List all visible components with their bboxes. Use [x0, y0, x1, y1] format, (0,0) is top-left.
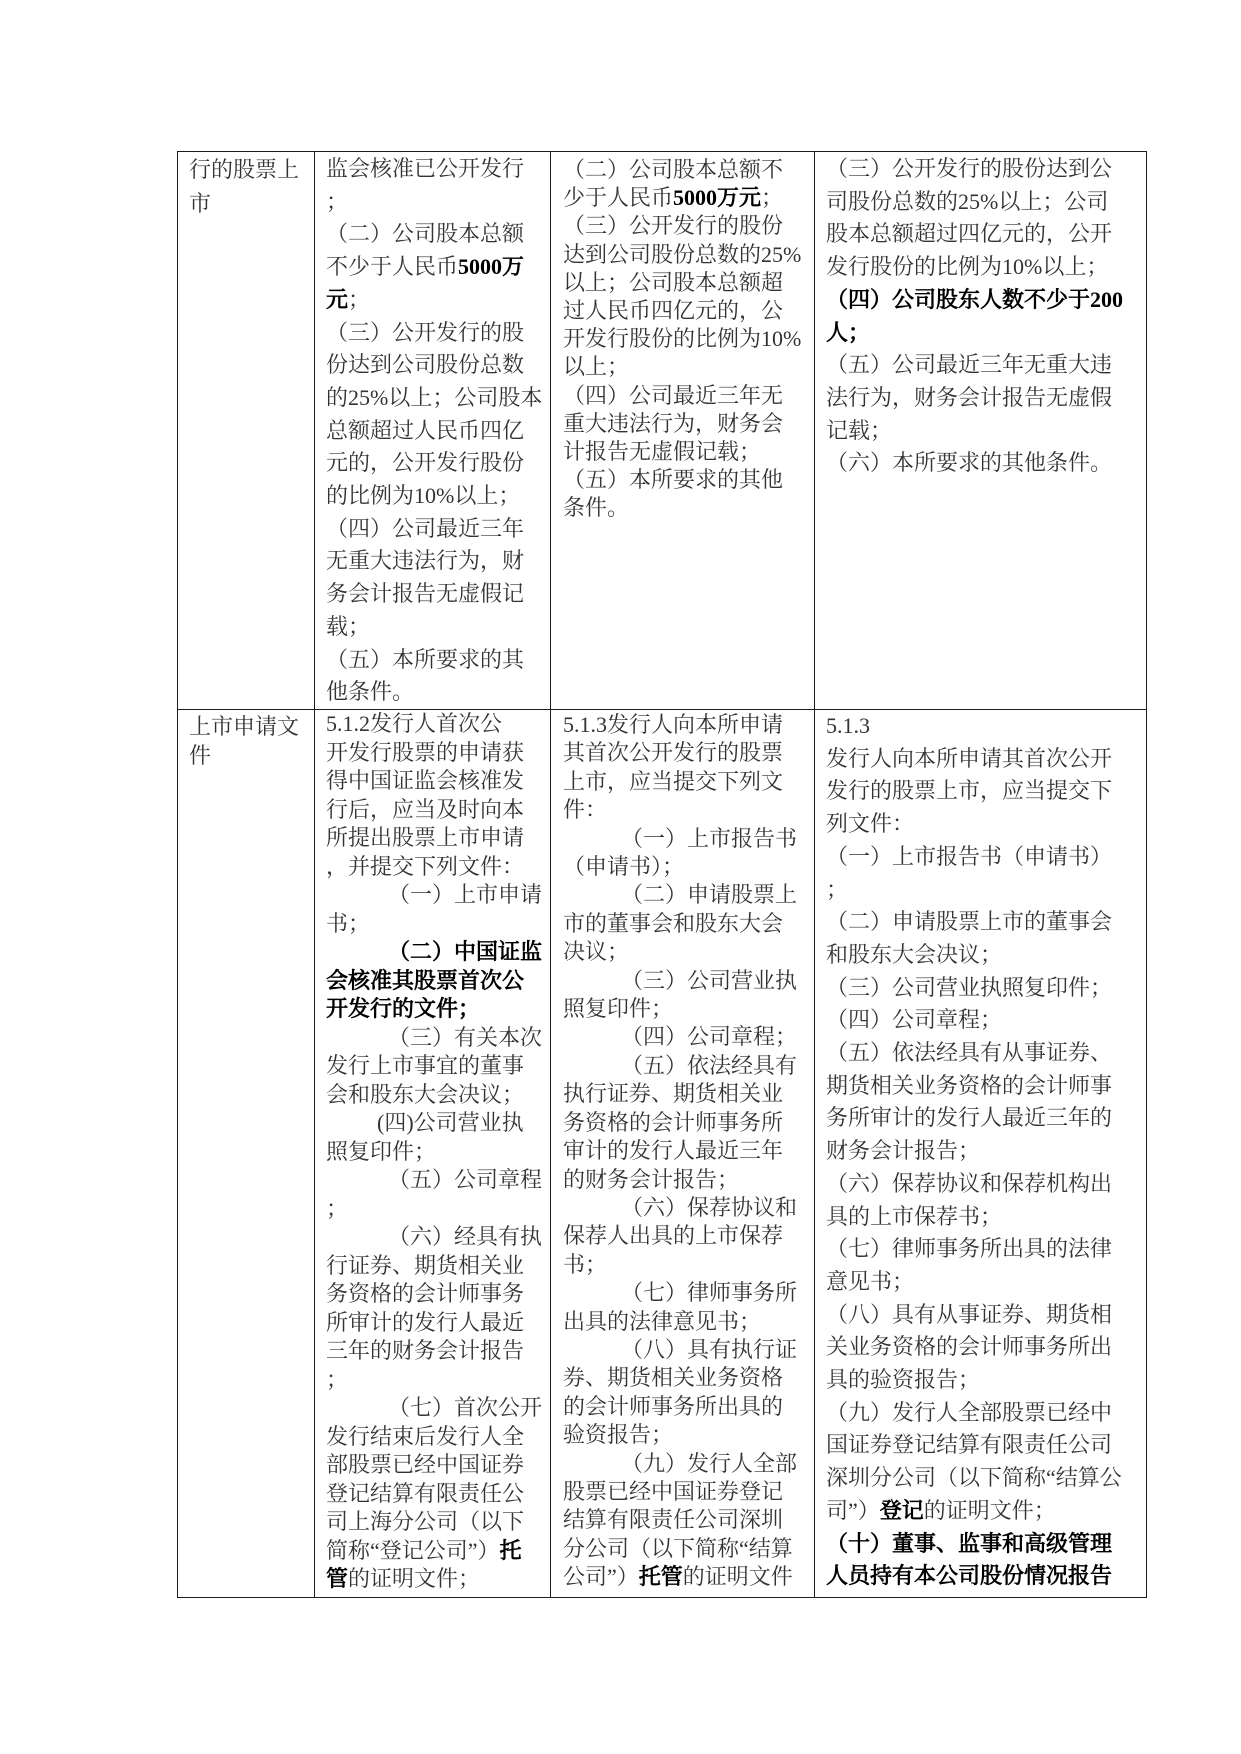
text-line: 5.1.2发行人首次公 [326, 711, 503, 736]
text-line [326, 284, 550, 317]
text-line: 行后，应当及时向本 [326, 796, 525, 822]
comparison-table [177, 151, 1147, 1598]
text-line [826, 1495, 1146, 1528]
text-line: 件： [563, 797, 608, 823]
text-segment: 的证明文件； [923, 1497, 1056, 1523]
text-line: 份达到公司股份总数 [326, 352, 525, 378]
text-line: 具的验资报告； [826, 1367, 981, 1393]
table-cell-rule-text [314, 151, 550, 709]
table-cell-category [177, 709, 314, 1597]
text-line: ； [326, 188, 349, 214]
text-line: 分公司（以下简称“结算 [563, 1535, 793, 1561]
text-line: （七）律师事务所 [621, 1280, 798, 1306]
text-line: （八）具有执行证 [621, 1336, 798, 1362]
text-line: 的财务会计报告； [563, 1166, 740, 1192]
text-line: 深圳分公司（以下简称“结算公 [826, 1465, 1122, 1491]
text-line: 其首次公开发行的股票 [563, 740, 784, 766]
bold-text: （二）中国证监 [388, 939, 543, 964]
bold-text: （四）公司股东人数不少于200 [826, 286, 1124, 312]
text-line: 照复印件； [326, 1138, 437, 1164]
text-segment: 少于人民币 [563, 185, 674, 211]
text-line: 件 [189, 743, 212, 769]
text-line [563, 184, 814, 212]
table-cell-rule-text [814, 709, 1146, 1597]
text-line: 发行人向本所申请其首次公开 [826, 745, 1113, 771]
text-line: （九）发行人全部股票已经中 [826, 1399, 1113, 1425]
text-line [826, 317, 1146, 350]
text-line: 国证券登记结算有限责任公司 [826, 1432, 1113, 1458]
text-line [326, 1537, 550, 1566]
text-line: （七）律师事务所出具的法律 [826, 1236, 1113, 1262]
text-line: 具的上市保荐书； [826, 1203, 1003, 1229]
bold-text: 托 [499, 1537, 522, 1563]
text-line: 法行为，财务会计报告无虚假 [826, 384, 1113, 410]
text-line: 的25%以上；公司股本 [326, 384, 543, 410]
text-line [826, 1528, 1146, 1561]
text-line: 部股票已经中国证券 [326, 1452, 525, 1477]
text-line: 的会计师事务所出具的 [563, 1393, 784, 1419]
text-line: 的比例为10%以上； [326, 483, 521, 509]
text-line: 司上海分公司（以下 [326, 1509, 525, 1534]
bold-text: 开发行的文件； [326, 996, 481, 1021]
text-line: 行证券、期货相关业 [326, 1252, 525, 1278]
text-line: 书； [563, 1251, 608, 1277]
text-line: 过人民币四亿元的，公 [563, 298, 784, 324]
bold-text: 人； [826, 319, 871, 345]
text-line: （四）公司章程； [621, 1024, 798, 1050]
text-line: （四）公司最近三年无 [563, 382, 784, 408]
text-line: 上市申请文 [189, 714, 300, 739]
text-line: 务资格的会计师事务所 [563, 1109, 784, 1135]
text-line: （六）保荐协议和保荐机构出 [826, 1170, 1113, 1196]
text-line: 所提出股票上市申请 [326, 825, 525, 850]
text-line: 登记结算有限责任公 [326, 1480, 525, 1506]
text-segment: 公司”） [563, 1564, 639, 1590]
bold-text: 5000万元 [673, 185, 762, 211]
text-line: 书； [326, 910, 371, 936]
text-line: 会和股东大会决议； [326, 1081, 525, 1107]
bold-text: 会核准其股票首次公 [326, 967, 525, 993]
text-segment: 不少于人民币 [326, 254, 459, 280]
text-line: 司股份总数的25%以上；公司 [826, 188, 1109, 214]
text-line: 5.1.3发行人向本所申请 [563, 712, 784, 737]
text-line: 期货相关业务资格的会计师事 [826, 1072, 1113, 1098]
text-segment: ； [348, 286, 371, 312]
text-line: （一）上市申请 [388, 882, 543, 907]
table-cell-rule-text [550, 709, 814, 1597]
text-line: 总额超过人民币四亿 [326, 417, 525, 443]
text-line [826, 1560, 1146, 1593]
text-line: （二）申请股票上市的董事会 [826, 909, 1113, 935]
text-line [326, 995, 550, 1024]
bold-text: 人员持有本公司股份情况报告 [826, 1563, 1113, 1589]
text-line: （六）本所要求的其他条件。 [826, 450, 1113, 476]
text-line: 以上； [563, 354, 630, 380]
text-line: 得中国证监会核准发 [326, 768, 525, 793]
text-line: 结算有限责任公司深圳 [563, 1507, 784, 1533]
text-line: （六）保荐协议和 [621, 1194, 798, 1220]
text-line: 发行股份的比例为10%以上； [826, 254, 1109, 280]
text-line: （九）发行人全部 [621, 1450, 798, 1476]
text-line: 载； [326, 613, 371, 639]
text-line: （五）本所要求的其他 [563, 467, 784, 493]
text-line: ，并提交下列文件： [326, 853, 525, 879]
text-line [826, 284, 1146, 317]
text-line: 照复印件； [563, 996, 674, 1022]
text-line: 开发行股票的申请获 [326, 739, 525, 765]
text-line: 市 [189, 191, 212, 216]
text-line: (四)公司营业执 [377, 1110, 524, 1135]
text-line: 元的，公开发行股份 [326, 450, 525, 476]
table-cell-rule-text [814, 151, 1146, 709]
text-line: 重大违法行为，财务会 [563, 410, 784, 436]
text-line: 出具的法律意见书； [563, 1308, 762, 1334]
text-segment: 的证明文件； [348, 1566, 481, 1591]
text-line: （一）上市报告书 [621, 825, 798, 851]
bold-text: 托管 [638, 1564, 683, 1590]
text-line: 所审计的发行人最近 [326, 1309, 525, 1335]
text-line: 股票已经中国证券登记 [563, 1478, 784, 1504]
text-segment: 的证明文件 [682, 1564, 793, 1590]
bold-text: 管 [326, 1566, 349, 1591]
text-line: （六）经具有执 [388, 1224, 543, 1249]
text-line: 5.1.3 [826, 713, 870, 738]
text-line: 记载； [826, 417, 893, 443]
text-line: （一）上市报告书（申请书） [826, 843, 1113, 869]
text-line: 条件。 [563, 495, 630, 521]
text-line: 意见书； [826, 1268, 915, 1294]
text-line: （四）公司最近三年 [326, 515, 525, 541]
text-line: 以上；公司股本总额超 [563, 269, 784, 295]
text-line: （三）公司营业执照复印件； [826, 974, 1113, 1000]
text-line: 财务会计报告； [826, 1138, 981, 1164]
text-line: 务资格的会计师事务 [326, 1281, 525, 1306]
table-cell-rule-text [550, 151, 814, 709]
text-line: 发行的股票上市，应当提交下 [826, 778, 1113, 804]
text-line: （五）公司章程 [388, 1167, 543, 1192]
text-line: ； [326, 1195, 349, 1221]
text-line: 股本总额超过四亿元的，公开 [826, 221, 1113, 247]
text-line: ； [826, 876, 849, 902]
text-line: 决议； [563, 939, 630, 965]
text-line [326, 967, 550, 996]
text-line: （二）公司股本总额 [326, 221, 525, 247]
text-line: （三）公开发行的股份达到公 [826, 156, 1113, 181]
text-line: 保荐人出具的上市保荐 [563, 1223, 784, 1249]
text-line: （三）有关本次 [388, 1024, 543, 1050]
text-line: 务会计报告无虚假记 [326, 581, 525, 607]
text-line: 三年的财务会计报告 [326, 1338, 525, 1363]
text-line: 券、期货相关业务资格 [563, 1365, 784, 1391]
text-line [563, 1563, 814, 1591]
text-line: （申请书）； [563, 854, 685, 880]
text-line: 列文件： [826, 811, 915, 837]
text-segment: 司”） [826, 1497, 880, 1523]
text-line: 上市，应当提交下列文 [563, 768, 784, 794]
text-line: （三）公开发行的股 [326, 319, 525, 345]
text-line: 行的股票上 [189, 157, 300, 182]
text-line: （五）本所要求的其 [326, 646, 525, 672]
text-line: 开发行股份的比例为10% [563, 326, 802, 352]
text-line: 发行结束后发行人全 [326, 1423, 525, 1449]
table-cell-rule-text [314, 709, 550, 1597]
bold-text: 5000万 [458, 254, 525, 280]
text-line: （五）公司最近三年无重大违 [826, 352, 1113, 378]
text-line: 执行证券、期货相关业 [563, 1081, 784, 1107]
text-line: （五）依法经具有从事证券、 [826, 1040, 1113, 1066]
text-line: 市的董事会和股东大会 [563, 910, 784, 936]
text-line: 审计的发行人最近三年 [563, 1138, 784, 1164]
text-line [326, 1565, 550, 1594]
text-line: （五）依法经具有 [621, 1052, 798, 1078]
text-line: 计报告无虚假记载； [563, 439, 762, 465]
text-line: （八）具有从事证券、期货相 [826, 1301, 1113, 1327]
text-segment: ； [761, 185, 784, 211]
bold-text: （十）董事、监事和高级管理 [826, 1530, 1113, 1556]
text-line: 无重大违法行为，财 [326, 548, 525, 574]
text-line: ； [326, 1366, 349, 1392]
text-segment: 简称“登记公司”） [326, 1537, 500, 1563]
bold-text: 元 [326, 286, 349, 312]
text-line: 他条件。 [326, 679, 415, 705]
text-line: （三）公司营业执 [621, 967, 798, 993]
text-line: 关业务资格的会计师事务所出 [826, 1334, 1113, 1360]
text-line: 达到公司股份总数的25% [563, 241, 802, 267]
text-line: 发行上市事宜的董事 [326, 1053, 525, 1078]
text-line [326, 938, 550, 967]
table-cell-category [177, 151, 314, 709]
text-line [326, 251, 550, 284]
text-line: （七）首次公开 [388, 1395, 543, 1420]
text-line: 务所审计的发行人最近三年的 [826, 1105, 1113, 1131]
text-line: （四）公司章程； [826, 1007, 1003, 1033]
text-line: （二）公司股本总额不 [563, 157, 784, 182]
text-line: 验资报告； [563, 1422, 674, 1448]
text-line: （三）公开发行的股份 [563, 213, 784, 239]
text-line: （二）申请股票上 [621, 882, 798, 908]
text-line: 监会核准已公开发行 [326, 156, 525, 181]
bold-text: 登记 [879, 1497, 924, 1523]
text-line: 和股东大会决议； [826, 941, 1003, 967]
